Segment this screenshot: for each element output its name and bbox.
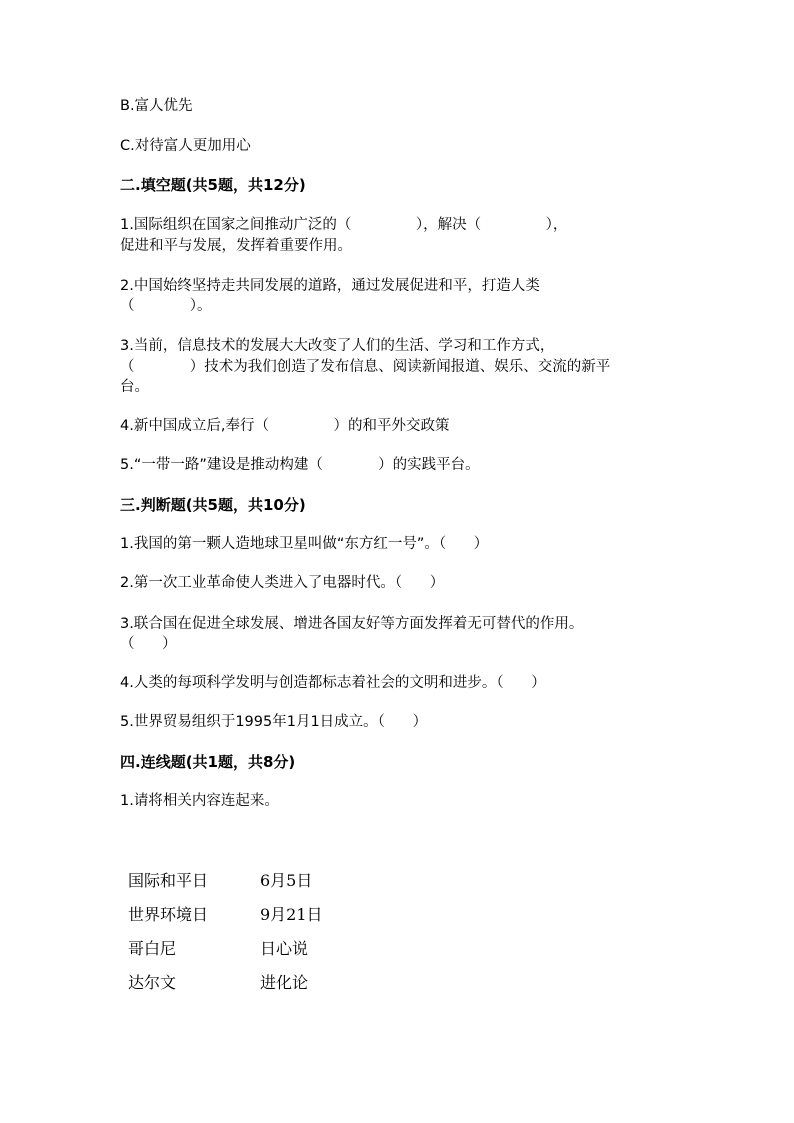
judge-q4: 4.人类的每项科学发明与创造都标志着社会的文明和进步。（ ） (120, 675, 546, 691)
fill-q1-line2: 促进和平与发展，发挥着重要作用。 (120, 238, 352, 254)
option-c: C.对待富人更加用心 (120, 138, 251, 154)
judge-q5: 5.世界贸易组织于1995年1月1日成立。（ ） (120, 714, 428, 730)
fill-q3-line1: 3.当前，信息技术的发展大大改变了人们的生活、学习和工作方式， (120, 338, 555, 354)
fill-q3-line2: （ ）技术为我们创造了发布信息、阅读新闻报道、娱乐、交流的新平 (120, 359, 611, 375)
fill-q2-line1: 2.中国始终坚持走共同发展的道路，通过发展促进和平，打造人类 (120, 278, 540, 294)
fill-q3-line3: 台。 (120, 379, 149, 395)
match-right-item: 9月21日 (260, 905, 323, 924)
fill-q5: 5.“一带一路”建设是推动构建（ ）的实践平台。 (120, 457, 480, 473)
fill-q4: 4.新中国成立后,奉行（ ）的和平外交政策 (120, 418, 450, 434)
match-left-item: 哥白尼 (128, 939, 177, 958)
section-judge-title: 三.判断题(共5题，共10分) (120, 496, 306, 514)
fill-q1-line1: 1.国际组织在国家之间推动广泛的（ ），解决（ ）， (120, 217, 568, 233)
match-left-item: 国际和平日 (128, 871, 209, 890)
judge-q3-line1: 3.联合国在促进全球发展、增进各国友好等方面发挥着无可替代的作用。 (120, 616, 584, 632)
option-b: B.富人优先 (120, 98, 193, 114)
match-q1: 1.请将相关内容连起来。 (120, 793, 279, 809)
section-match-title: 四.连线题(共1题，共8分) (120, 753, 296, 771)
fill-q2-line2: （ ）。 (120, 298, 212, 314)
match-right-item: 日心说 (260, 939, 309, 958)
section-fill-title: 二.填空题(共5题，共12分) (120, 176, 306, 194)
judge-q1: 1.我国的第一颗人造地球卫星叫做“东方红一号”。（ ） (120, 536, 489, 552)
judge-q2: 2.第一次工业革命使人类进入了电器时代。（ ） (120, 575, 445, 591)
match-left-item: 世界环境日 (128, 905, 209, 924)
match-right-item: 进化论 (260, 973, 309, 992)
match-right-item: 6月5日 (260, 871, 313, 890)
match-left-item: 达尔文 (128, 973, 177, 992)
judge-q3-line2: （ ） (120, 636, 177, 652)
